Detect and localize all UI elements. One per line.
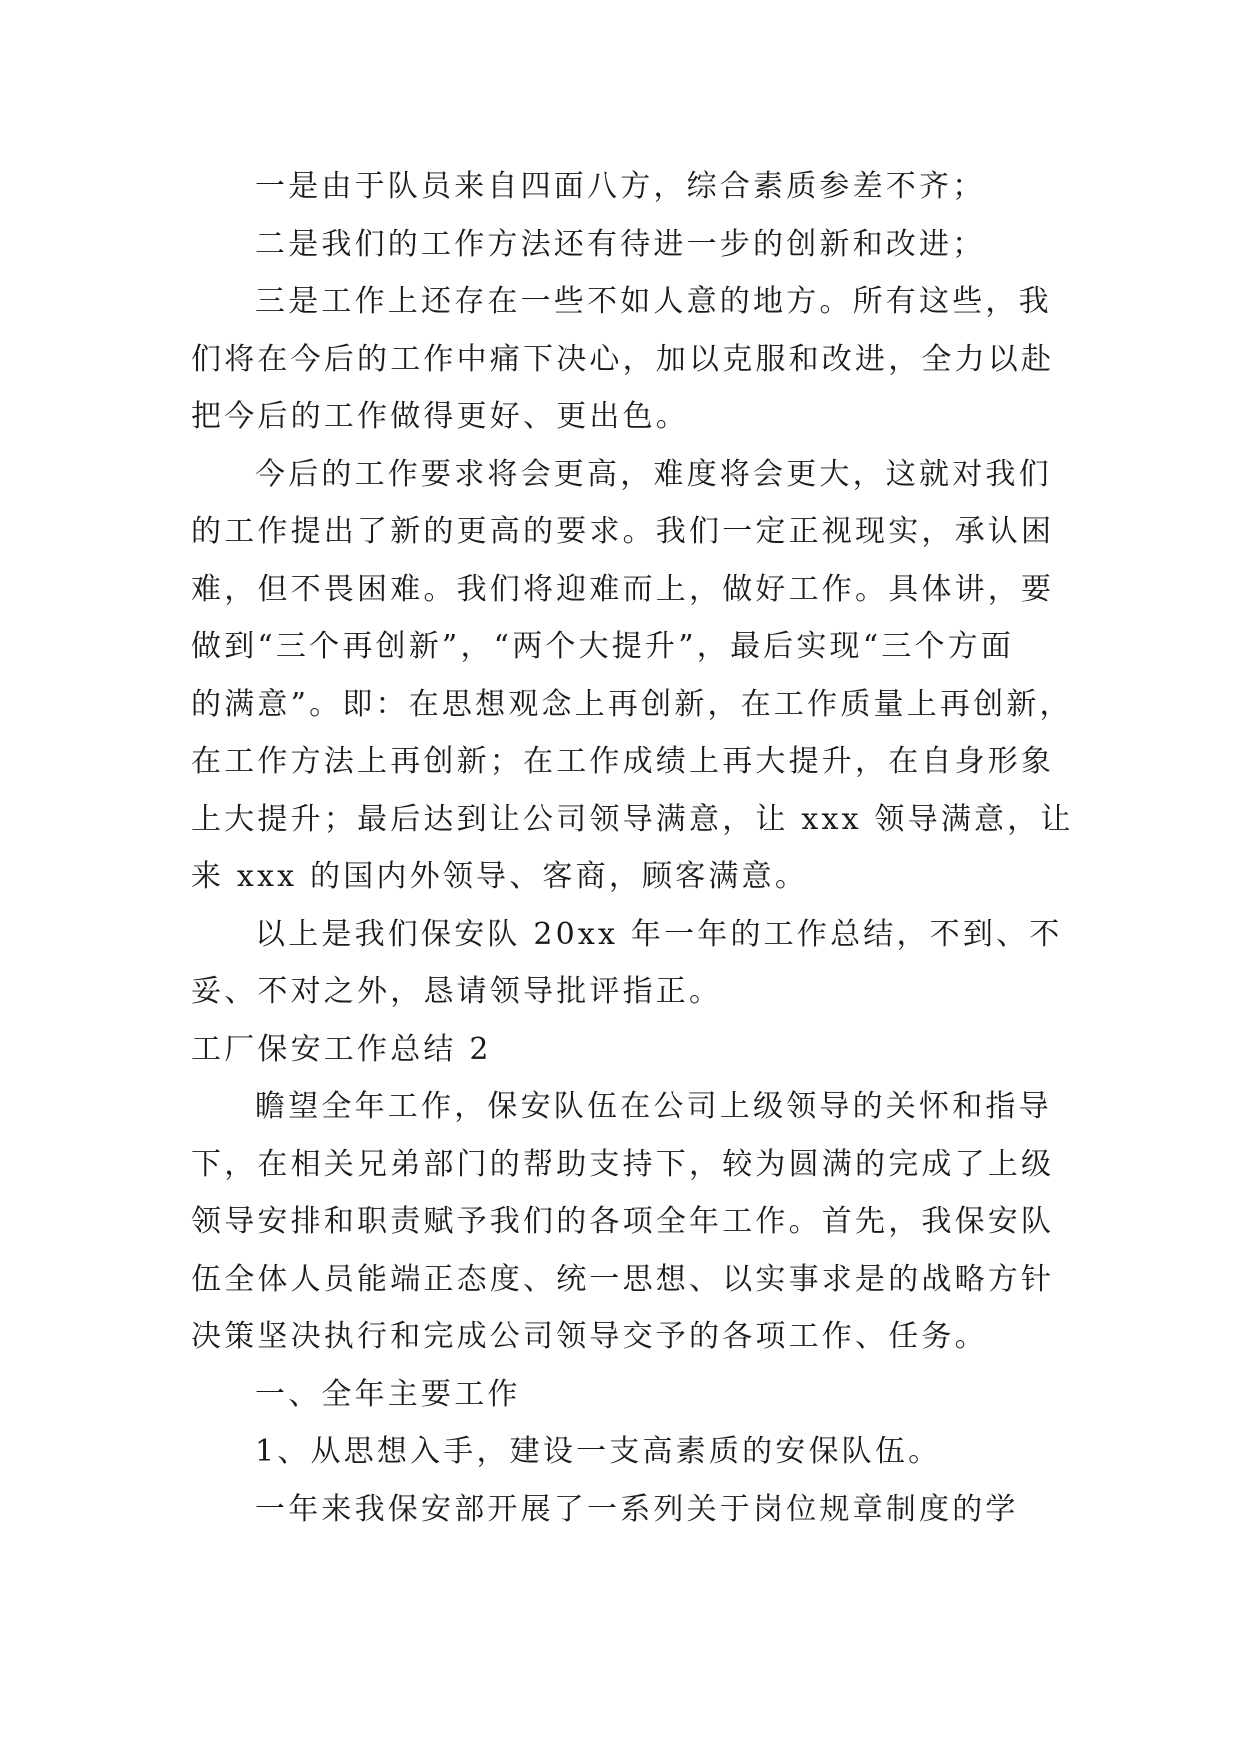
- text-line: 工厂保安工作总结 2: [191, 1031, 492, 1067]
- paragraph: [191, 446, 1074, 906]
- text-line: 来 xxx 的国内外领导、客商，顾客满意。: [191, 859, 809, 894]
- text-line: 一年来我保安部开展了一系列关于岗位规章制度的学: [255, 1491, 1019, 1527]
- text-line: 决策坚决执行和完成公司领导交予的各项工作、任务。: [191, 1319, 988, 1354]
- paragraph: [191, 216, 1071, 274]
- text-line: 把今后的工作做得更好、更出色。: [191, 399, 689, 434]
- text-line: 们将在今后的工作中痛下决心，加以克服和改进，全力以赴: [191, 341, 1055, 377]
- text-line: 做到“三个再创新”，“两个大提升”，最后实现“三个方面: [191, 629, 1015, 664]
- text-line: 伍全体人员能端正态度、统一思想、以实事求是的战略方针: [191, 1261, 1055, 1297]
- paragraph: [191, 906, 1071, 1021]
- text-line: 下，在相关兄弟部门的帮助支持下，较为圆满的完成了上级: [191, 1146, 1055, 1182]
- text-line: 上大提升；最后达到让公司领导满意，让 xxx 领导满意，让: [191, 801, 1074, 837]
- paragraph: [191, 1366, 1071, 1424]
- text-line: 二是我们的工作方法还有待进一步的创新和改进；: [255, 226, 986, 262]
- paragraph: [191, 273, 1071, 446]
- text-line: 难，但不畏困难。我们将迎难而上，做好工作。具体讲，要: [191, 571, 1055, 607]
- paragraph: [191, 1481, 1071, 1539]
- text-line: 在工作方法上再创新；在工作成绩上再大提升，在自身形象: [191, 744, 1055, 779]
- text-line: 瞻望全年工作，保安队伍在公司上级领导的关怀和指导: [255, 1089, 1052, 1124]
- text-line: 的满意”。即：在思想观念上再创新，在工作质量上再创新，: [191, 686, 1073, 722]
- text-line: 领导安排和职责赋予我们的各项全年工作。首先，我保安队: [191, 1204, 1055, 1239]
- paragraph: [191, 1423, 1071, 1481]
- paragraph: [191, 1078, 1071, 1366]
- text-line: 妥、不对之外，恳请领导批评指正。: [191, 974, 723, 1009]
- paragraph: [191, 158, 1071, 216]
- text-line: 1、从思想入手，建设一支高素质的安保队伍。: [255, 1434, 942, 1469]
- text-line: 三是工作上还存在一些不如人意的地方。所有这些，我: [255, 284, 1052, 319]
- document-body: [191, 158, 1074, 1538]
- text-line: 的工作提出了新的更高的要求。我们一定正视现实，承认困: [191, 514, 1055, 549]
- text-line: 一、全年主要工作: [255, 1376, 521, 1412]
- text-line: 今后的工作要求将会更高，难度将会更大，这就对我们: [255, 456, 1052, 492]
- section-heading: [191, 1021, 1071, 1079]
- text-line: 以上是我们保安队 20xx 年一年的工作总结，不到、不: [255, 916, 1063, 952]
- text-line: 一是由于队员来自四面八方，综合素质参差不齐；: [255, 169, 986, 204]
